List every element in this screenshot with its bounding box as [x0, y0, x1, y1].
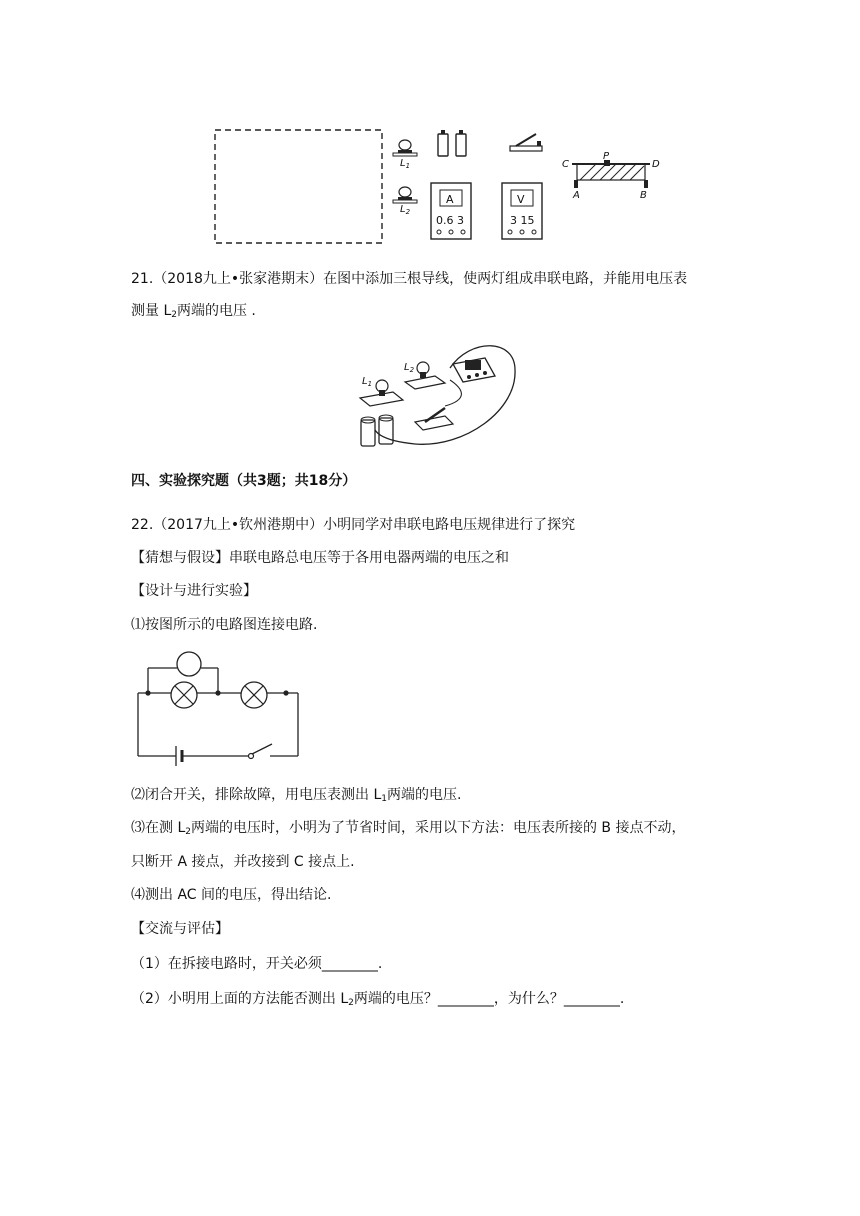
- battery-icon: [438, 130, 466, 156]
- rheostat-icon: [572, 160, 650, 188]
- q22-sub2: （2）小明用上面的方法能否测出 $L_2$两端的电压？________，为什么？________.: [131, 991, 625, 1008]
- node-b: [215, 690, 220, 695]
- ammeter-icon: [431, 183, 471, 239]
- q22-step1: ⑴按图所示的电路图连接电路.: [131, 617, 318, 633]
- q22-discussion-title: 【交流与评估】: [131, 921, 229, 937]
- voltmeter-icon: [502, 183, 542, 239]
- q22-circuit-diagram: [130, 650, 310, 775]
- q22-step3-line1: ⑶在测 $L_2$两端的电压时，小明为了节省时间，采用以下方法：电压表所接的 B 接点不动，: [131, 820, 686, 837]
- q21-line2: 测量 $L_2$两端的电压 .: [131, 303, 256, 320]
- battery-symbol: [176, 746, 182, 766]
- q22-step4: ⑷测出 AC 间的电压，得出结论.: [131, 887, 332, 903]
- q22-sub1: （1）在拆接电路时，开关必须________.: [131, 956, 383, 972]
- lamp-l2-label: $L_2$: [400, 204, 411, 216]
- rheostat-label-p: P: [603, 151, 610, 162]
- lamp-l2-icon: [393, 187, 417, 203]
- fig21-lamp-l2-label: $L_2$: [404, 362, 415, 374]
- dashed-drawing-box: [215, 130, 382, 243]
- rheostat-label-b: B: [640, 190, 647, 201]
- rheostat-label-c: C: [562, 159, 569, 170]
- ammeter-scale: 0.6 3: [436, 214, 464, 227]
- q22-design-title: 【设计与进行实验】: [131, 583, 257, 599]
- q22-hypothesis: 【猜想与假设】串联电路总电压等于各用电器两端的电压之和: [131, 550, 509, 566]
- lamp-l1-icon: [393, 140, 417, 156]
- lamp-l1-label: $L_1$: [400, 158, 411, 170]
- section-heading: 四、实验探究题（共3题；共18分）: [131, 473, 357, 489]
- voltmeter-scale: 3 15: [510, 214, 535, 227]
- node-c: [283, 690, 288, 695]
- ammeter-symbol: A: [446, 193, 454, 206]
- rheostat-label-d: D: [652, 159, 660, 170]
- q22-intro: 22.（2017九上•钦州港期中）小明同学对串联电路电压规律进行了探究: [131, 517, 576, 533]
- lamp-l1-symbol: [171, 682, 197, 708]
- fig21-battery-icon: [361, 415, 393, 446]
- node-a: [145, 690, 150, 695]
- switch-symbol: [249, 744, 273, 759]
- q21-line1: 21.（2018九上•张家港期末）在图中添加三根导线，使两灯组成串联电路，并能用电压表: [131, 271, 688, 287]
- fig21-voltmeter-icon: [453, 358, 495, 382]
- switch-icon: [510, 134, 542, 151]
- q22-step2: ⑵闭合开关，排除故障，用电压表测出 $L_1$两端的电压.: [131, 787, 462, 804]
- voltmeter-symbol: [177, 652, 201, 676]
- q22-step3-line2: 只断开 A 接点，并改接到 C 接点上.: [131, 854, 355, 870]
- voltmeter-symbol: V: [517, 193, 525, 206]
- fig21-switch-icon: [415, 408, 453, 430]
- rheostat-label-a: A: [573, 190, 580, 201]
- fig21-lamp-l1-label: $L_1$: [362, 376, 373, 388]
- lamp-l2-symbol: [241, 682, 267, 708]
- q21-circuit-figure: [355, 340, 525, 452]
- equipment-figure: [200, 120, 670, 255]
